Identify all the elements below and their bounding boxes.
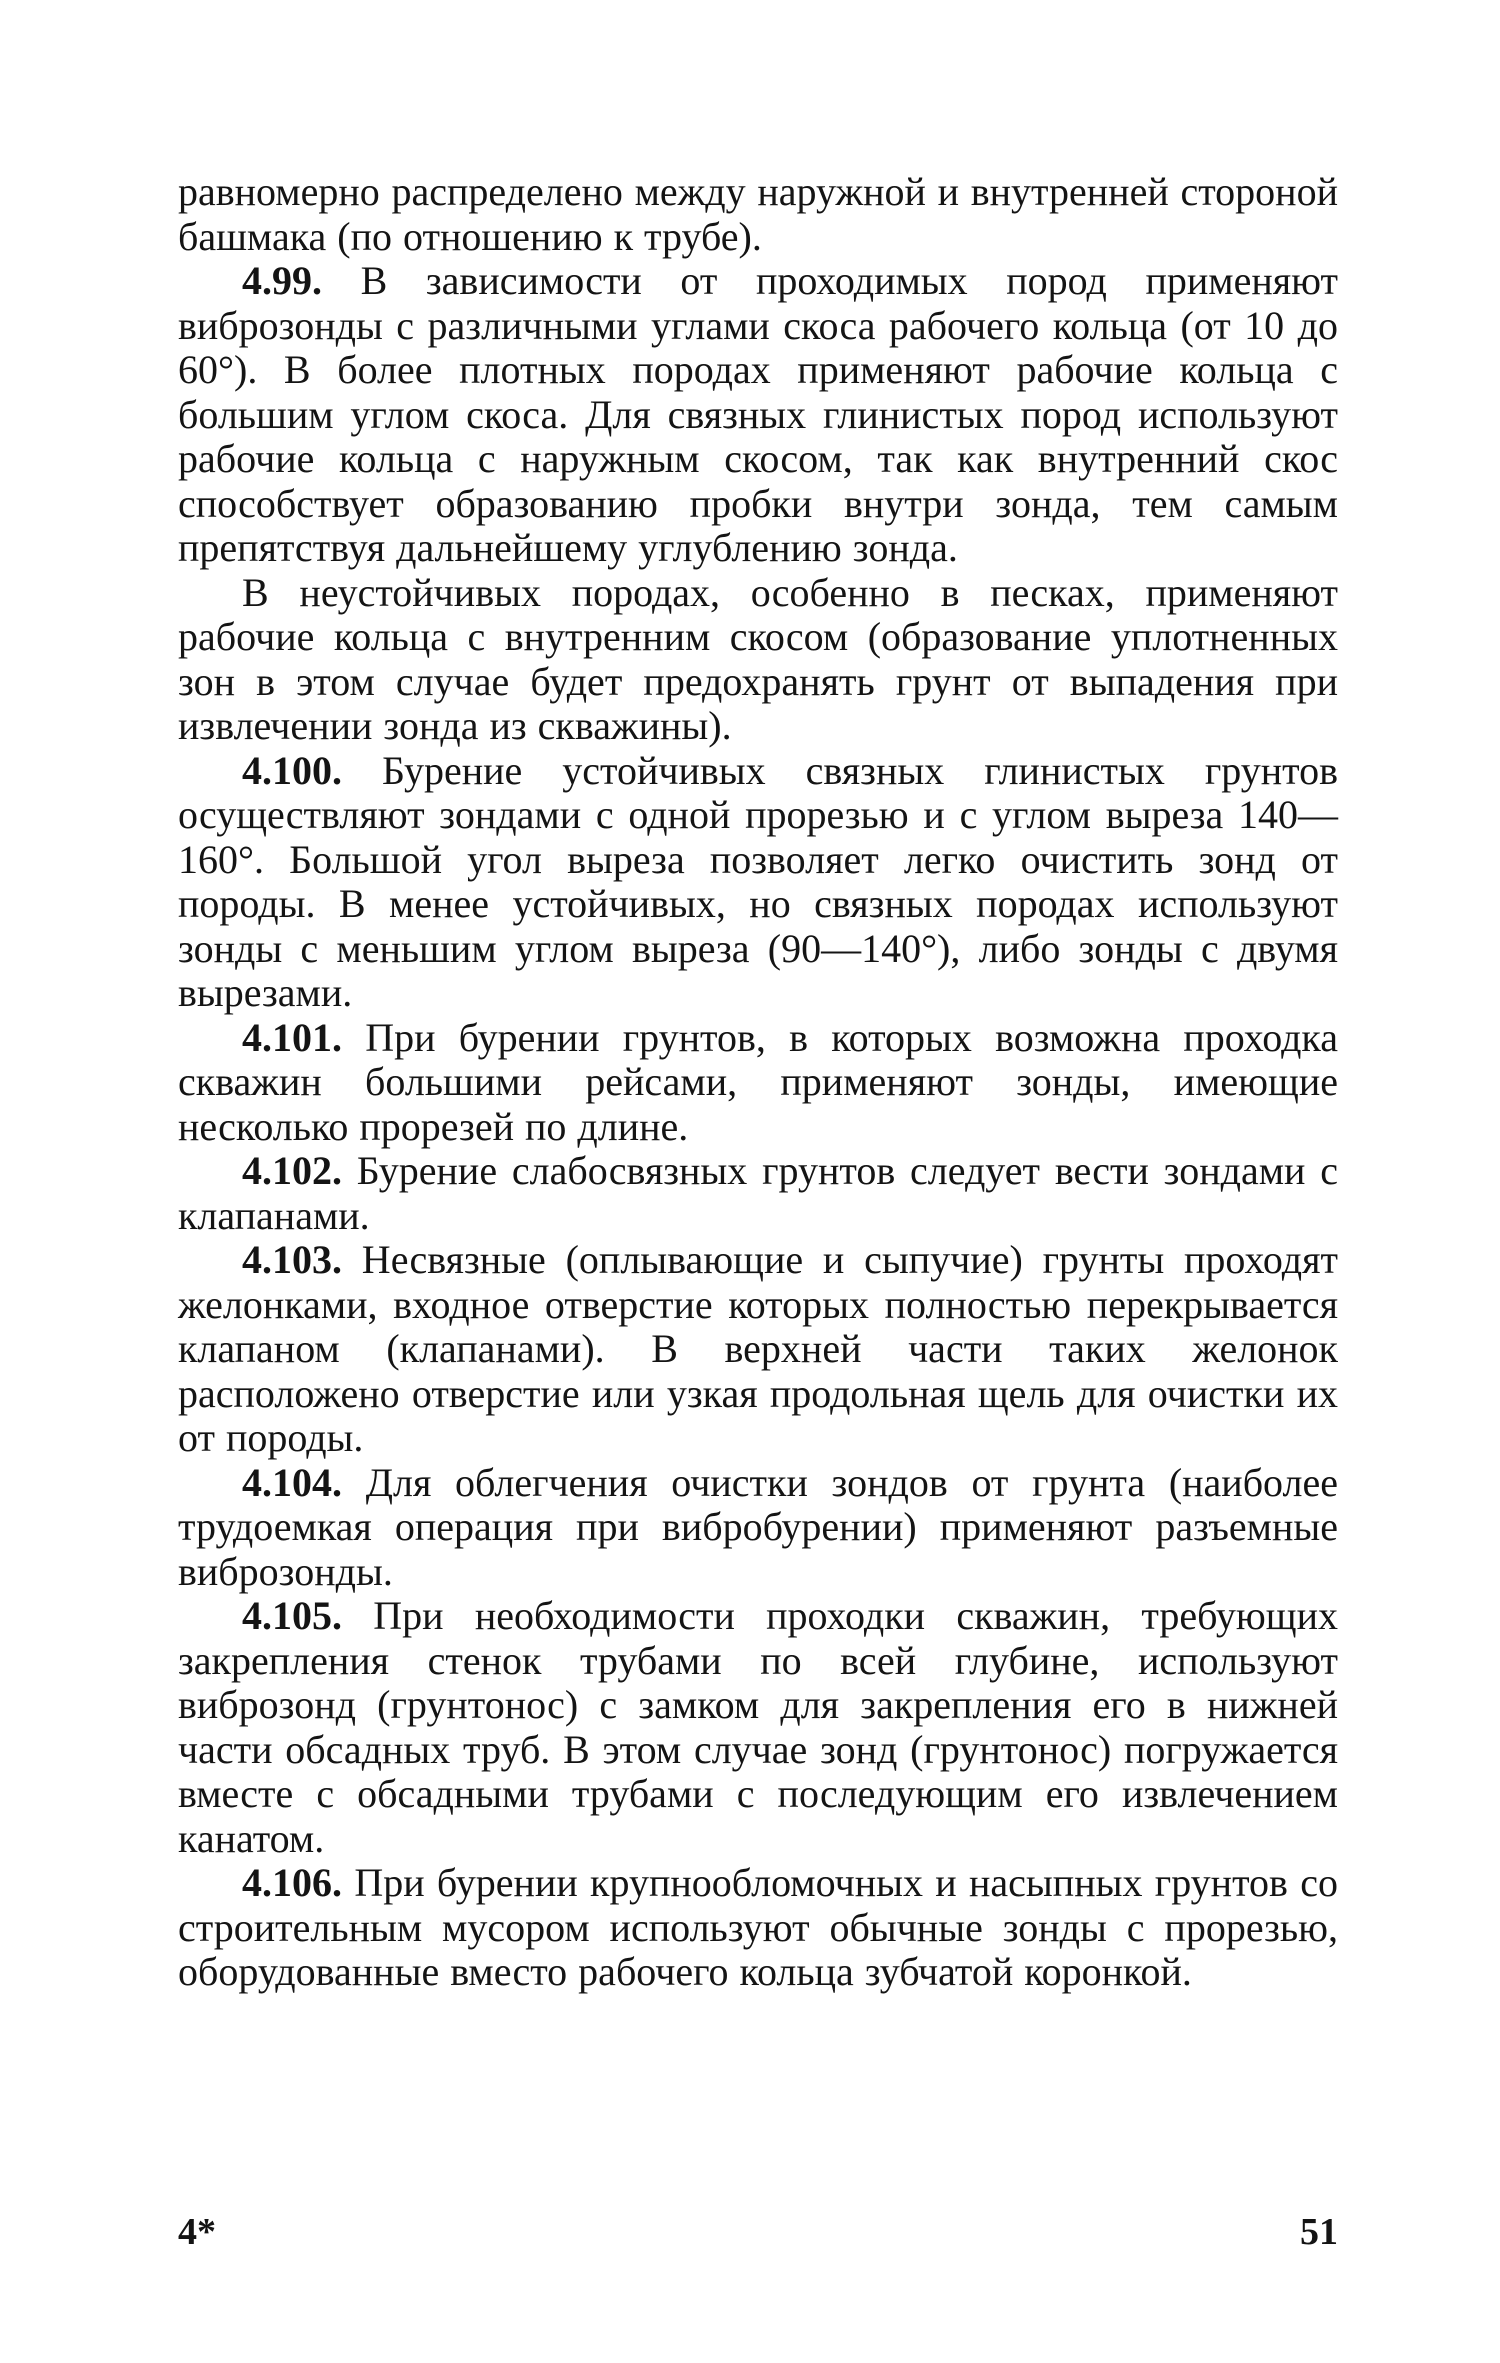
section-number: 4.99. xyxy=(242,258,322,303)
paragraph-4-105 xyxy=(178,1594,1338,1861)
paragraph-text: Несвязные (оплывающие и сыпучие) грунты проходят желонками, входное отверстие которых полностью перекрывается клапаном (клапанами). В верхней части таких желонок расположено отверстие или узкая продольная щель для очистки их от породы. xyxy=(178,1237,1338,1460)
section-number: 4.105. xyxy=(242,1593,342,1638)
section-number: 4.100. xyxy=(242,747,342,793)
paragraph-text: Для облегчения очистки зондов от грунта (наиболее трудоемкая операция при вибробурении) применяют разъемные виброзонды. xyxy=(178,1459,1338,1594)
paragraph-text: Бурение устойчивых связных глинистых грунтов осуществляют зондами с одной прорезью и с углом выреза 140—160°. Большой угол выреза позволяет легко очистить зонд от породы. В менее устойчивых, но связных породах используют зонды с меньшим углом выреза (90—140°), либо зонды с двумя вырезами. xyxy=(178,747,1338,1015)
paragraph-text: При бурении грунтов, в которых возможна проходка скважин большими рейсами, применяют зонды, имеющие несколько прорезей по длине. xyxy=(178,1014,1338,1149)
printer-signature: 4* xyxy=(178,2211,216,2253)
paragraph-4-102 xyxy=(178,1149,1338,1238)
page-number: 51 xyxy=(1300,2211,1338,2253)
paragraph-4-106 xyxy=(178,1861,1338,1995)
paragraph-text: В зависимости от проходимых пород применяют виброзонды с различными углами скоса рабочего кольца (от 10 до 60°). В более плотных породах применяют рабочие кольца с большим углом скоса. Для связных глинистых пород используют рабочие кольца с наружным скосом, так как внутренний скос способствует образованию пробки внутри зонда, тем самым препятствуя дальнейшему углублению зонда. xyxy=(178,258,1338,570)
page-body xyxy=(178,170,1338,1995)
paragraph-text: Бурение слабосвязных грунтов следует вести зондами с клапанами. xyxy=(178,1148,1338,1238)
paragraph-4-100 xyxy=(178,749,1338,1016)
paragraph-4-99 xyxy=(178,259,1338,571)
section-number: 4.102. xyxy=(242,1148,342,1193)
paragraph-text: При бурении крупнообломочных и насыпных грунтов со строительным мусором используют обычные зонды с прорезью, оборудованные вместо рабочего кольца зубчатой коронкой. xyxy=(178,1860,1338,1994)
paragraph-4-101 xyxy=(178,1016,1338,1150)
paragraph-text: В неустойчивых породах, особенно в песках, применяют рабочие кольца с внутренним скосом (образование уплотненных зон в этом случае будет предохранять грунт от выпадения при извлечении зонда из скважины). xyxy=(178,569,1338,748)
section-number: 4.104. xyxy=(242,1459,342,1505)
paragraph-text: При необходимости проходки скважин, требующих закрепления стенок трубами по всей глубине, используют виброзонд (грунтонос) с замком для закрепления его в нижней части обсадных труб. В этом случае зонд (грунтонос) погружается вместе с обсадными трубами с последующим его извлечением канатом. xyxy=(178,1593,1338,1861)
paragraph-continuation xyxy=(178,170,1338,259)
paragraph-unstable-rocks xyxy=(178,571,1338,749)
section-number: 4.106. xyxy=(242,1860,342,1905)
paragraph-4-104 xyxy=(178,1461,1338,1595)
section-number: 4.103. xyxy=(242,1237,342,1282)
paragraph-4-103 xyxy=(178,1238,1338,1461)
paragraph-text: равномерно распределено между наружной и внутренней стороной башмака (по отношению к трубе). xyxy=(178,169,1338,259)
section-number: 4.101. xyxy=(242,1014,342,1060)
